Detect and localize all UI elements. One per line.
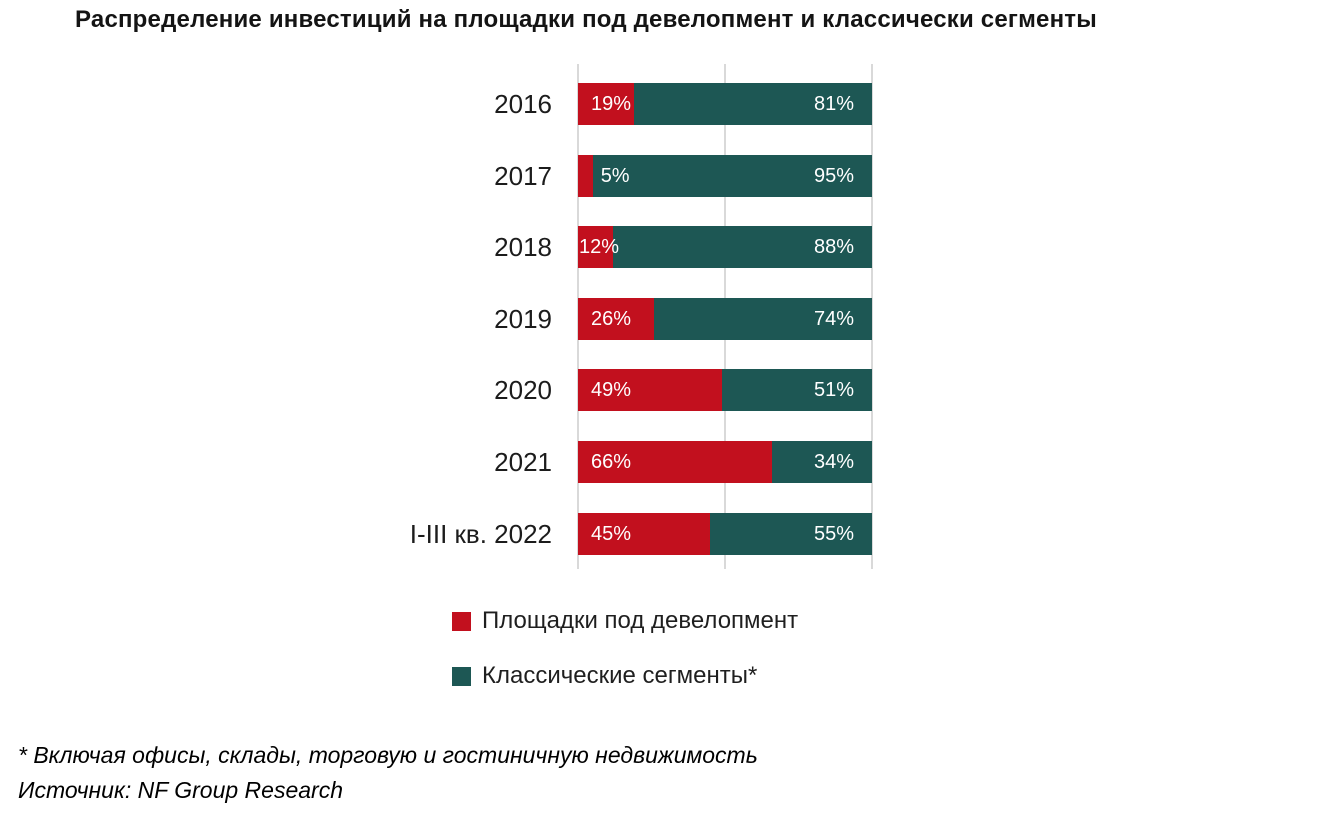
footnote-text: * Включая офисы, склады, торговую и гостиничную недвижимость [18,742,758,768]
value-label-development: 45% [591,523,632,545]
value-label-classic: 95% [813,165,854,187]
bar-row [409,513,872,555]
legend-swatch-development [452,612,471,631]
value-label-classic: 88% [813,236,854,258]
category-label: 2017 [494,161,552,191]
legend-item-development [452,607,798,635]
value-label-development: 12% [579,236,620,258]
value-label-development: 5% [600,165,630,187]
category-label: 2021 [494,447,552,477]
category-label: 2016 [494,89,552,119]
category-label: 2019 [494,304,552,334]
legend-swatch-classic [452,667,471,686]
legend [452,607,798,717]
bar-row [494,226,872,268]
bar-row [494,369,872,411]
value-label-development: 26% [591,308,632,330]
legend-label-classic: Классические сегменты* [482,662,758,689]
value-label-development: 49% [591,379,632,401]
category-label: I-III кв. 2022 [409,519,552,549]
legend-item-classic [452,662,798,690]
value-label-classic: 51% [813,379,854,401]
plot-area [409,64,872,569]
category-label: 2018 [494,232,552,262]
bar-row [494,298,872,340]
value-label-classic: 81% [813,93,854,115]
segment-development [578,155,593,197]
source-text: Источник: NF Group Research [18,777,343,803]
bar-row [494,83,872,125]
bar-row [494,155,872,197]
value-label-development: 19% [591,93,632,115]
value-label-classic: 55% [813,523,854,545]
value-label-development: 66% [591,451,632,473]
legend-label-development: Площадки под девелопмент [482,607,799,634]
chart-title: Распределение инвестиций на площадки под девелопмент и классически сегменты [75,6,1097,33]
value-label-classic: 34% [813,451,854,473]
bar-row [494,441,872,483]
category-label: 2020 [494,375,552,405]
value-label-classic: 74% [813,308,854,330]
